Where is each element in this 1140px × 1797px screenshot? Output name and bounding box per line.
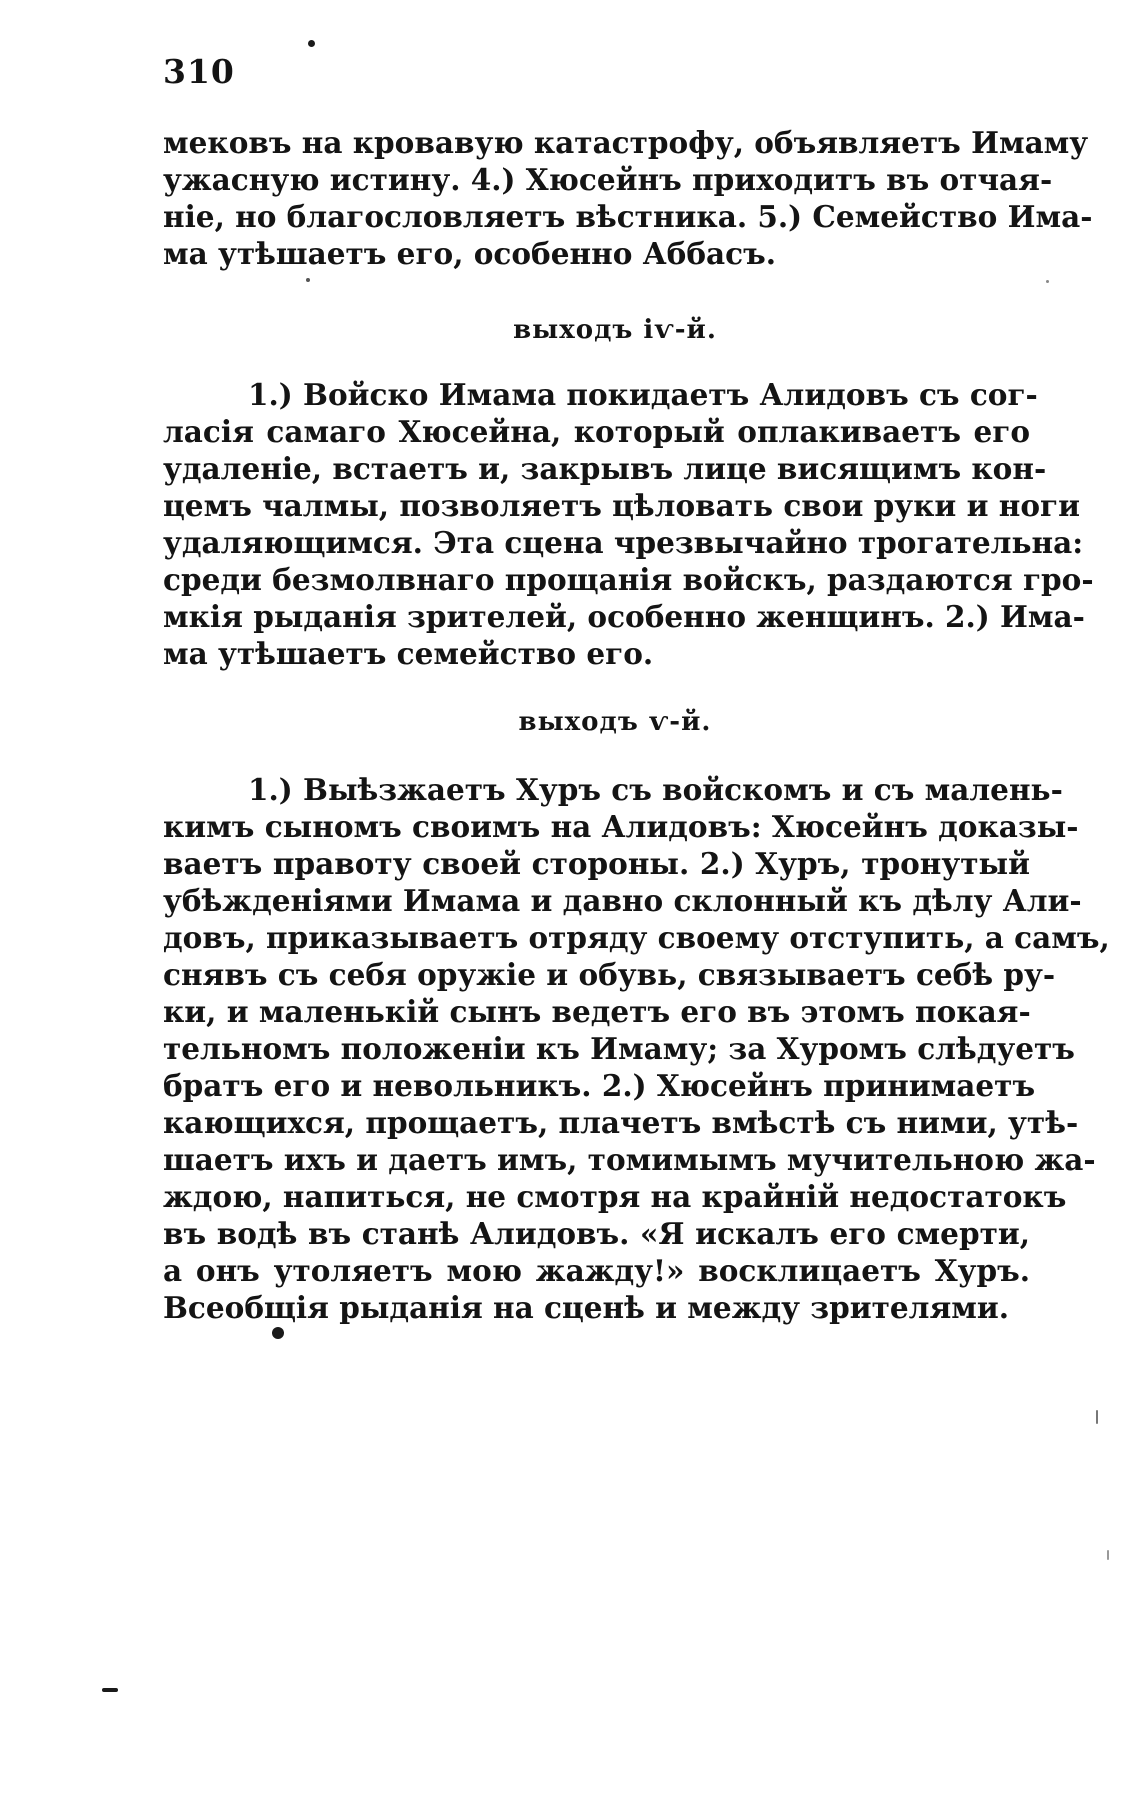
text-line: убѣжденіями Имама и давно склонный къ дѣлу Али- (163, 883, 1082, 918)
ink-speck (1046, 280, 1049, 283)
ink-speck (272, 1327, 284, 1339)
ink-speck (308, 40, 315, 47)
text-line: кающихся, прощаетъ, плачетъ вмѣстѣ съ ними, утѣ- (163, 1105, 1079, 1140)
text-line: братъ его и невольникъ. 2.) Хюсейнъ принимаетъ (163, 1068, 1036, 1103)
section-heading-exit-5: выходъ ѵ-й. (518, 707, 712, 737)
text-line: мкія рыданія зрителей, особенно женщинъ. 2.) Има- (163, 599, 1085, 634)
ink-speck (1107, 1550, 1109, 1560)
text-line: удаляющимся. Эта сцена чрезвычайно трогательна: (163, 525, 1084, 560)
text-line: ки, и маленькій сынъ ведетъ его въ этомъ покая- (163, 994, 1031, 1029)
text-line: удаленіе, встаетъ и, закрывъ лице висящимъ кон- (163, 451, 1047, 486)
text-line: ласія самаго Хюсейна, который оплакиваетъ его (163, 414, 1030, 449)
text-line: шаетъ ихъ и даетъ имъ, томимымъ мучительною жа- (163, 1142, 1096, 1177)
text-line: довъ, приказываетъ отряду своему отступить, а самъ, (163, 920, 1110, 955)
text-line: 1.) Войско Имама покидаетъ Алидовъ съ сог- (248, 377, 1038, 412)
ink-speck (102, 1688, 118, 1692)
text-line: мековъ на кровавую катастрофу, объявляетъ Имаму (163, 125, 1089, 160)
page-number: 310 (163, 52, 235, 91)
text-line: въ водѣ въ станѣ Алидовъ. «Я искалъ его смерти, (163, 1216, 1030, 1251)
text-line: ужасную истину. 4.) Хюсейнъ приходитъ въ отчая- (163, 162, 1053, 197)
section-heading-exit-4: выходъ іѵ-й. (513, 315, 717, 345)
text-line: кимъ сыномъ своимъ на Алидовъ: Хюсейнъ доказы- (163, 809, 1079, 844)
text-line: ваетъ правоту своей стороны. 2.) Хуръ, тронутый (163, 846, 1030, 881)
text-line: Всеобщія рыданія на сценѣ и между зрителями. (163, 1290, 1010, 1325)
text-line: снявъ съ себя оружіе и обувь, связываетъ себѣ ру- (163, 957, 1056, 992)
ink-speck (1096, 1410, 1098, 1424)
text-line: среди безмолвнаго прощанія войскъ, раздаются гро- (163, 562, 1094, 597)
text-line: ждою, напиться, не смотря на крайній недостатокъ (163, 1179, 1067, 1214)
text-line: тельномъ положеніи къ Имаму; за Хуромъ слѣдуетъ (163, 1031, 1075, 1066)
text-line: ма утѣшаетъ семейство его. (163, 636, 654, 671)
text-line: ма утѣшаетъ его, особенно Аббасъ. (163, 236, 776, 271)
ink-speck (306, 278, 310, 282)
text-line: цемъ чалмы, позволяетъ цѣловать свои руки и ноги (163, 488, 1080, 523)
text-line: 1.) Выѣзжаетъ Хуръ съ войскомъ и съ малень- (248, 772, 1063, 807)
text-line: а онъ утоляетъ мою жажду!» восклицаетъ Хуръ. (163, 1253, 1030, 1288)
text-line: ніе, но благословляетъ вѣстника. 5.) Семейство Има- (163, 199, 1093, 234)
